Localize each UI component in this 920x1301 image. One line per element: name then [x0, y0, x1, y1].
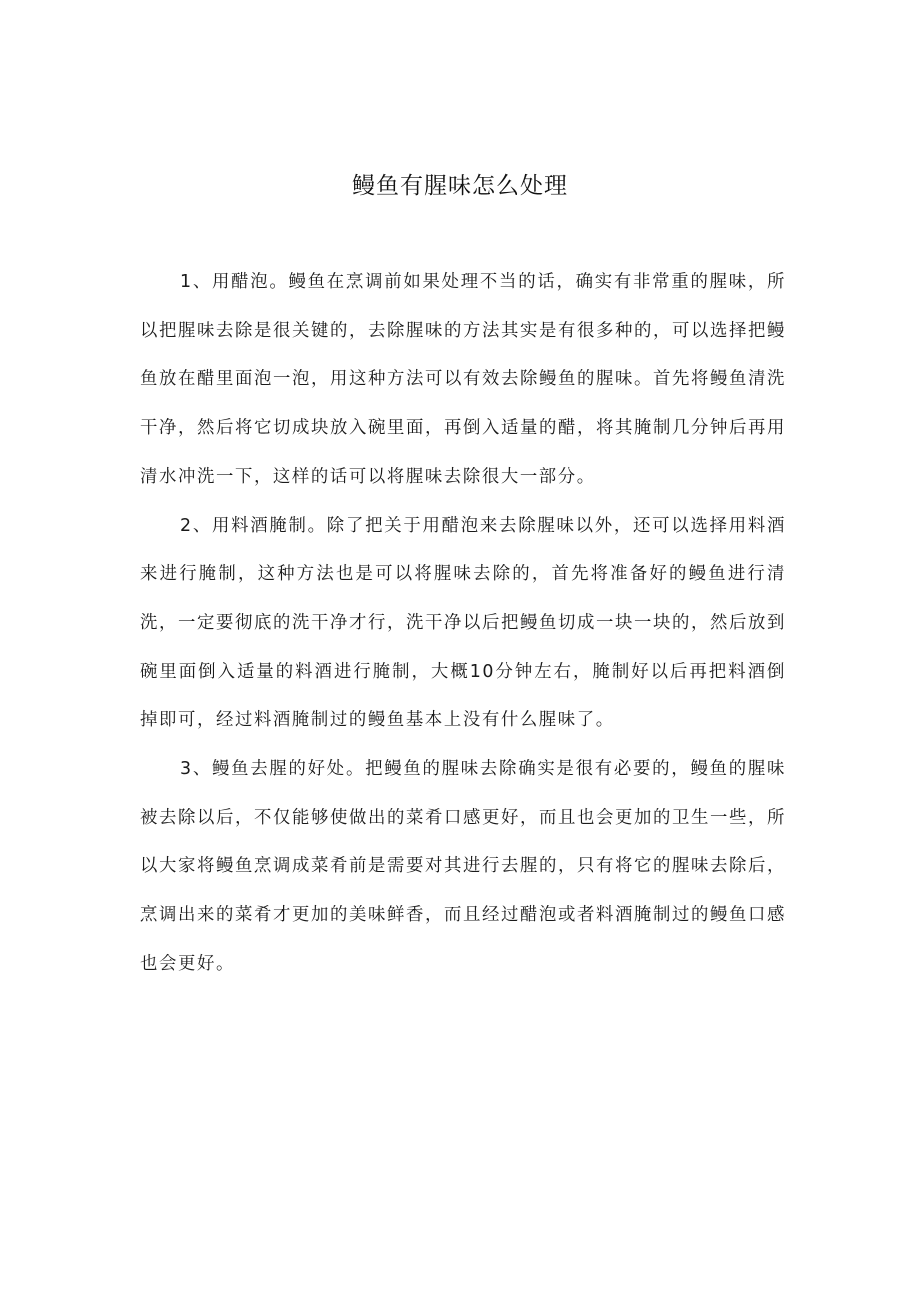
document-title: 鳗鱼有腥味怎么处理 — [352, 173, 568, 199]
paragraph-cooking-wine-marinate: 2、用料酒腌制。除了把关于用醋泡来去除腥味以外，还可以选择用料酒来进行腌制，这种方法也是可以将腥味去除的，首先将准备好的鳗鱼进行清洗，一定要彻底的洗干净才行，洗干净以后把鳗鱼切成一块一块的，然后放到碗里面倒入适量的料酒进行腌制，大概10分钟左右，腌制好以后再把料酒倒掉即可，经过料酒腌制过的鳗鱼基本上没有什么腥味了。 — [140, 515, 786, 731]
paragraph-vinegar-soak: 1、用醋泡。鳗鱼在烹调前如果处理不当的话，确实有非常重的腥味，所以把腥味去除是很关键的，去除腥味的方法其实是有很多种的，可以选择把鳗鱼放在醋里面泡一泡，用这种方法可以有效去除鳗鱼的腥味。首先将鳗鱼清洗干净，然后将它切成块放入碗里面，再倒入适量的醋，将其腌制几分钟后再用清水冲洗一下，这样的话可以将腥味去除很大一部分。 — [140, 272, 786, 487]
paragraph-benefits: 3、鳗鱼去腥的好处。把鳗鱼的腥味去除确实是很有必要的，鳗鱼的腥味被去除以后，不仅能够使做出的菜肴口感更好，而且也会更加的卫生一些，所以大家将鳗鱼烹调成菜肴前是需要对其进行去腥的，只有将它的腥味去除后，烹调出来的菜肴才更加的美味鲜香，而且经过醋泡或者料酒腌制过的鳗鱼口感也会更好。 — [140, 759, 786, 974]
document-body — [140, 258, 786, 989]
